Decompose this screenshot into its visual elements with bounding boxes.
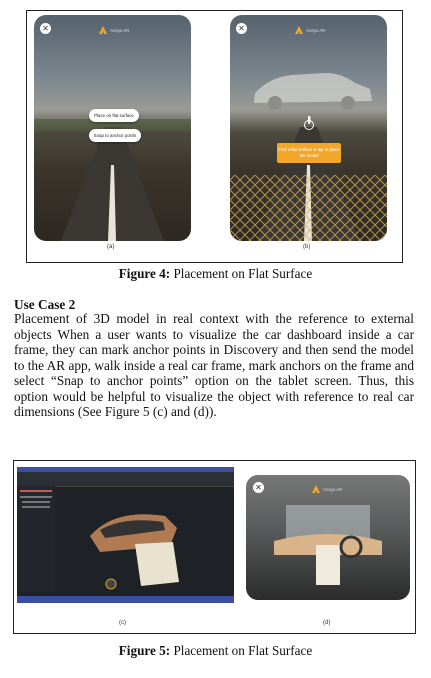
figure-4-label: Figure 4:	[118, 266, 171, 281]
tablet-panel-a	[34, 15, 191, 241]
figure-5-caption	[0, 643, 431, 659]
app-header	[312, 485, 343, 493]
app-name: Ansys AR	[306, 27, 326, 33]
app-header	[295, 26, 326, 34]
section-paragraph: Placement of 3D model in real context with the reference to external objects When a user wants to visualize the car dashboard inside a car frame, they can mark anchor points in Discovery and then send the model to the AR app, walk inside a real car frame, mark anchors on the frame and select “Snap to anchor points” option on the tablet screen. Thus, this option would be helpful to visualize the object with reference to real car dimensions (See Figure 5 (c) and (d)).	[14, 311, 414, 419]
figure-4-caption-text: Placement on Flat Surface	[170, 266, 313, 281]
section-heading: Use Case 2	[14, 297, 76, 312]
close-icon[interactable]: ✕	[253, 482, 264, 493]
close-icon[interactable]: ✕	[236, 23, 247, 34]
dashboard-3d-model	[55, 486, 234, 592]
status-bar	[17, 596, 234, 603]
tap-hand-icon	[303, 116, 315, 130]
figure-5-caption-text: Placement on Flat Surface	[170, 643, 313, 658]
snap-to-anchor-points-button[interactable]: Snap to anchor points	[89, 129, 141, 142]
figure-5	[13, 460, 416, 634]
figure-5-label: Figure 5:	[118, 643, 171, 658]
close-icon[interactable]: ✕	[40, 23, 51, 34]
structure-tree	[17, 486, 55, 592]
app-name: Ansys AR	[110, 27, 130, 33]
sublabel-a: (a)	[107, 244, 115, 250]
ansys-logo-icon	[312, 485, 320, 493]
ansys-logo-icon	[295, 26, 303, 34]
discovery-screenshot-panel-c	[17, 467, 234, 603]
figure-4	[26, 10, 403, 263]
sublabel-c: (c)	[119, 620, 126, 626]
sublabel-d: (d)	[323, 620, 331, 626]
ribbon-toolbar	[17, 472, 234, 487]
figure-4-caption	[0, 266, 431, 282]
road-scene	[34, 15, 191, 241]
sublabel-b: (b)	[303, 244, 311, 250]
place-model-hint[interactable]: Find a flat surface & tap to place the model	[277, 143, 341, 163]
place-on-flat-surface-button[interactable]: Place on flat surface	[89, 109, 139, 122]
app-name: Ansys AR	[323, 486, 343, 492]
tablet-panel-b	[230, 15, 387, 241]
tablet-panel-d	[246, 475, 410, 600]
car-interior-scene	[246, 475, 410, 600]
ansys-logo-icon	[99, 26, 107, 34]
app-header	[99, 26, 130, 34]
